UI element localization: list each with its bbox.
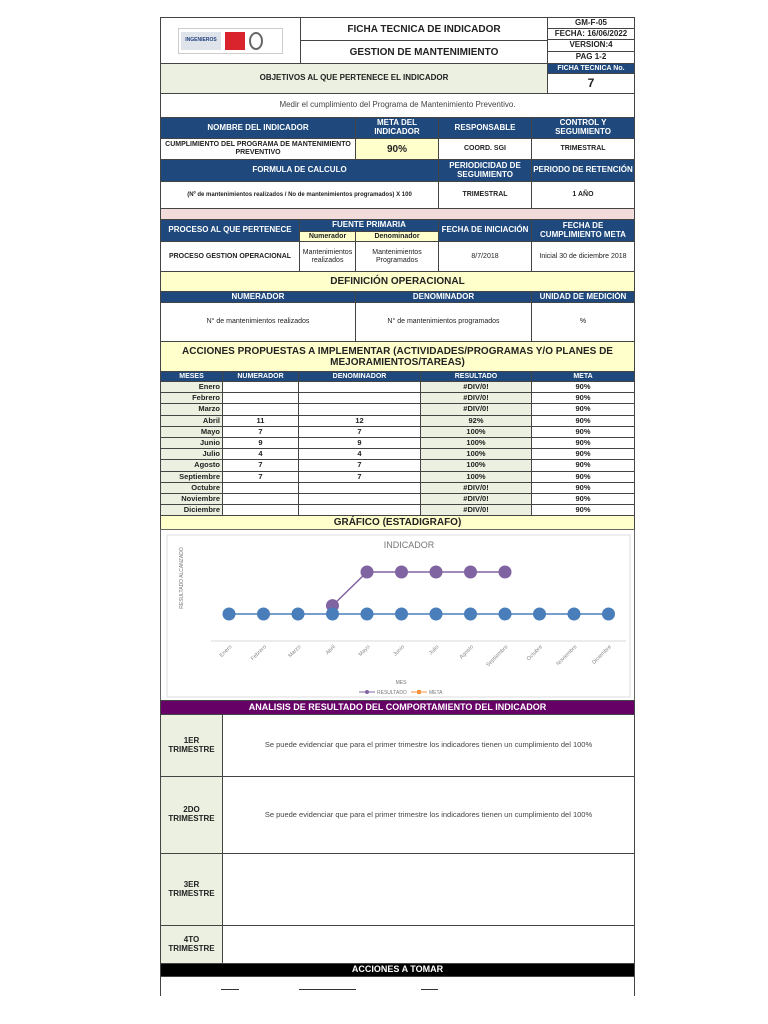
x-tick-label: Septiembre (485, 644, 510, 669)
th-0: MESES (160, 371, 223, 382)
resultado-cell: #DIV/0! (420, 403, 532, 415)
month-cell: Enero (160, 381, 223, 393)
x-tick-label: Diciembre (591, 644, 613, 666)
ficha-label: FICHA TECNICA No. (547, 63, 635, 74)
x-tick-label: Mayo (357, 644, 372, 658)
h-fuente-den: Denominador (355, 231, 439, 242)
h-periodicidad: PERIODICIDAD DE SEGUIMIENTO (438, 159, 532, 182)
resultado-cell: 100% (420, 471, 532, 483)
def-num: N° de mantenimientos realizados (160, 302, 356, 342)
meta-cell: 90% (531, 493, 635, 505)
chart-ylabel: RESULTADO ALCANZADO (179, 547, 185, 609)
h-responsable: RESPONSABLE (438, 117, 532, 139)
meta-point (361, 608, 374, 621)
meta-point (602, 608, 615, 621)
fecha-inicio: 8/7/2018 (438, 241, 532, 272)
resultado-cell: 100% (420, 448, 532, 460)
meta-cell: 90% (531, 392, 635, 404)
company-logo (160, 17, 301, 64)
meta-point (568, 608, 581, 621)
denominador-cell: 4 (298, 448, 421, 460)
ficha-number: 7 (547, 73, 635, 94)
x-tick-label: Abril (324, 644, 337, 657)
indicador-nombre: CUMPLIMIENTO DEL PROGRAMA DE MANTENIMIENTO PREVENTIVO (160, 138, 356, 160)
h-def-unidad: UNIDAD DE MEDICIÓN (531, 291, 635, 303)
month-cell: Noviembre (160, 493, 223, 505)
resultado-cell: #DIV/0! (420, 482, 532, 494)
th-1: NUMERADOR (222, 371, 299, 382)
acciones-tomar-title: ACCIONES A TOMAR (160, 963, 635, 977)
meta-cell: 90% (531, 381, 635, 393)
x-tick-label: Febrero (250, 644, 268, 663)
meta-point (257, 608, 270, 621)
grafico-title: GRÁFICO (ESTADIGRAFO) (160, 515, 635, 530)
numerador-cell: 4 (222, 448, 299, 460)
h-def-den: DENOMINADOR (355, 291, 532, 303)
month-cell: Febrero (160, 392, 223, 404)
trimestre-label: 3ER TRIMESTRE (160, 853, 223, 926)
doc-date: FECHA: 16/06/2022 (547, 28, 635, 40)
doc-subtitle: GESTION DE MANTENIMIENTO (300, 40, 548, 64)
meta-cell: 90% (531, 482, 635, 494)
meta-cell: 90% (531, 437, 635, 449)
logo-text: INGENIEROS (181, 32, 221, 50)
proceso: PROCESO GESTION OPERACIONAL (160, 241, 300, 272)
def-den: N° de mantenimientos programados (355, 302, 532, 342)
h-retencion: PERIODO DE RETENCIÓN (531, 159, 635, 182)
h-proceso: PROCESO AL QUE PERTENECE (160, 219, 300, 242)
resultado-cell: #DIV/0! (420, 504, 532, 516)
meta-cell: 90% (531, 448, 635, 460)
definicion-title: DEFINICIÓN OPERACIONAL (160, 271, 635, 292)
denominador-cell: 7 (298, 426, 421, 438)
meta-point (326, 608, 339, 621)
chart-container (160, 529, 635, 701)
h-fecha-inicio: FECHA DE INICIACIÓN (438, 219, 532, 242)
line-chart (161, 530, 635, 701)
legend-meta: META (429, 690, 443, 696)
month-cell: Diciembre (160, 504, 223, 516)
trimestre-analisis: Se puede evidenciar que para el primer trimestre los indicadores tienen un cumplimiento del 100% (222, 714, 635, 777)
numerador-cell: 11 (222, 415, 299, 427)
fuente-den: Mantenimientos Programados (355, 241, 439, 272)
analisis-title: ANALISIS DE RESULTADO DEL COMPORTAMIENTO DEL INDICADOR (160, 700, 635, 715)
resultado-point (464, 566, 477, 579)
retencion: 1 AÑO (531, 181, 635, 209)
periodicidad: TRIMESTRAL (438, 181, 532, 209)
numerador-cell: 7 (222, 426, 299, 438)
h-nombre: NOMBRE DEL INDICADOR (160, 117, 356, 139)
indicador-control: TRIMESTRAL (531, 138, 635, 160)
objetivos-label: OBJETIVOS AL QUE PERTENECE EL INDICADOR (160, 63, 548, 94)
th-2: DENOMINADOR (298, 371, 421, 382)
h-meta: META DEL INDICADOR (355, 117, 439, 139)
resultado-point (361, 566, 374, 579)
month-cell: Agosto (160, 459, 223, 471)
doc-title: FICHA TECNICA DE INDICADOR (300, 17, 548, 41)
numerador-cell: 9 (222, 437, 299, 449)
denominador-cell: 7 (298, 459, 421, 471)
trimestre-label: 1ER TRIMESTRE (160, 714, 223, 777)
doc-code: GM-F-05 (547, 17, 635, 29)
meta-cell: 90% (531, 415, 635, 427)
trimestre-label: 2DO TRIMESTRE (160, 776, 223, 854)
x-tick-label: Marzo (287, 644, 303, 660)
h-fuente: FUENTE PRIMARIA (299, 219, 439, 232)
month-cell: Mayo (160, 426, 223, 438)
trimestre-analisis (222, 925, 635, 964)
meta-cell: 90% (531, 504, 635, 516)
doc-page: PAG 1-2 (547, 51, 635, 64)
x-tick-label: Julio (428, 644, 441, 657)
resultado-point (499, 566, 512, 579)
def-unidad: % (531, 302, 635, 342)
chart-title: INDICADOR (383, 540, 435, 550)
resultado-point (430, 566, 443, 579)
meta-point (223, 608, 236, 621)
x-tick-label: Octubre (525, 644, 544, 663)
x-tick-label: Junio (392, 644, 406, 658)
month-cell: Abril (160, 415, 223, 427)
denominador-cell: 7 (298, 471, 421, 483)
legend-resultado: RESULTADO (377, 690, 407, 696)
denominador-cell: 9 (298, 437, 421, 449)
month-cell: Marzo (160, 403, 223, 415)
acciones-tomar-body (160, 976, 635, 996)
meta-point (464, 608, 477, 621)
numerador-cell: 7 (222, 471, 299, 483)
resultado-cell: 92% (420, 415, 532, 427)
resultado-cell: #DIV/0! (420, 381, 532, 393)
meta-point (533, 608, 546, 621)
x-tick-label: Agosto (458, 644, 475, 661)
trimestre-analisis (222, 853, 635, 926)
h-formula: FORMULA DE CALCULO (160, 159, 439, 182)
meta-point (292, 608, 305, 621)
h-fecha-cumplimiento: FECHA DE CUMPLIMIENTO META (531, 219, 635, 242)
fuente-num: Mantenimientos realizados (299, 241, 356, 272)
th-3: RESULTADO (420, 371, 532, 382)
objetivo-text: Medir el cumplimiento del Programa de Mantenimiento Preventivo. (160, 93, 635, 118)
resultado-cell: #DIV/0! (420, 493, 532, 505)
trimestre-analisis: Se puede evidenciar que para el primer trimestre los indicadores tienen un cumplimiento del 100% (222, 776, 635, 854)
h-fuente-num: Numerador (299, 231, 356, 242)
meta-cell: 90% (531, 459, 635, 471)
month-cell: Septiembre (160, 471, 223, 483)
month-cell: Octubre (160, 482, 223, 494)
denominador-cell: 12 (298, 415, 421, 427)
doc-version: VERSION:4 (547, 39, 635, 52)
numerador-cell: 7 (222, 459, 299, 471)
h-control: CONTROL Y SEGUIMIENTO (531, 117, 635, 139)
acciones-title: ACCIONES PROPUESTAS A IMPLEMENTAR (ACTIVIDADES/PROGRAMAS Y/O PLANES DE MEJORAMIENTOS/TAREAS) (160, 341, 635, 372)
th-4: META (531, 371, 635, 382)
meta-point (430, 608, 443, 621)
meta-cell: 90% (531, 403, 635, 415)
x-tick-label: Enero (218, 644, 234, 659)
fecha-cumplimiento: Inicial 30 de diciembre 2018 (531, 241, 635, 272)
month-cell: Junio (160, 437, 223, 449)
formula-text: (Nº de mantenimientos realizados / No de mantenimientos programados) X 100 (160, 181, 439, 209)
resultado-cell: 100% (420, 426, 532, 438)
meta-cell: 90% (531, 471, 635, 483)
chart-xlabel: MES (395, 680, 407, 686)
month-cell: Julio (160, 448, 223, 460)
h-def-num: NUMERADOR (160, 291, 356, 303)
resultado-point (395, 566, 408, 579)
resultado-cell: 100% (420, 459, 532, 471)
meta-cell: 90% (531, 426, 635, 438)
indicador-meta: 90% (355, 138, 439, 160)
indicador-responsable: COORD. SGI (438, 138, 532, 160)
meta-point (395, 608, 408, 621)
meta-point (499, 608, 512, 621)
x-tick-label: Noviembre (555, 644, 579, 668)
resultado-cell: #DIV/0! (420, 392, 532, 404)
trimestre-label: 4TO TRIMESTRE (160, 925, 223, 964)
resultado-cell: 100% (420, 437, 532, 449)
